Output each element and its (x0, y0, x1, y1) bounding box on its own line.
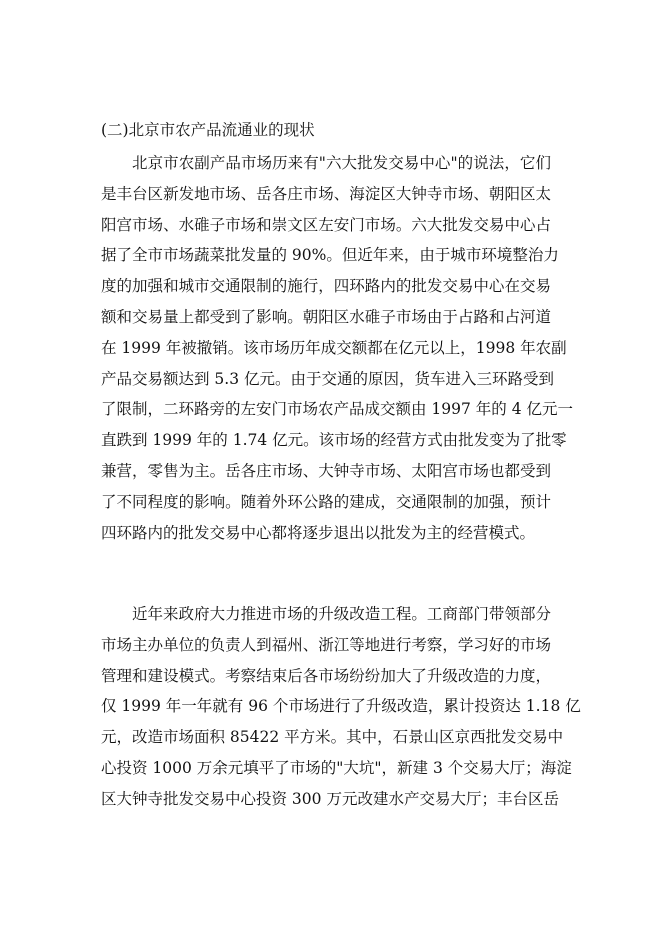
paragraph-market-upgrade (101, 599, 581, 815)
text-line: 产品交易额达到 5.3 亿元。由于交通的原因，货车进入三环路受到 (101, 369, 555, 388)
text-line: 区大钟寺批发交易中心投资 300 万元改建水产交易大厅；丰台区岳 (101, 789, 559, 808)
text-line: 四环路内的批发交易中心都将逐步退出以批发为主的经营模式。 (101, 523, 536, 542)
text-line: 据了全市市场蔬菜批发量的 90%。但近年来，由于城市环境整治力 (101, 246, 559, 265)
text-line: 度的加强和城市交通限制的施行，四环路内的批发交易中心在交易 (101, 277, 551, 296)
text-line: 兼营，零售为主。岳各庄市场、大钟寺市场、太阳宫市场也都受到 (101, 461, 551, 480)
text-line: 管理和建设模式。考察结束后各市场纷纷加大了升级改造的力度， (101, 666, 551, 685)
text-line: 在 1999 年被撤销。该市场历年成交额都在亿元以上，1998 年农副 (101, 338, 567, 357)
text-line: 阳宫市场、水碓子市场和崇文区左安门市场。六大批发交易中心占 (101, 215, 551, 234)
text-line: 仅 1999 年一年就有 96 个市场进行了升级改造，累计投资达 1.18 亿 (101, 697, 581, 716)
text-line: 是丰台区新发地市场、岳各庄市场、海淀区大钟寺市场、朝阳区太 (101, 184, 551, 203)
section-heading: (二)北京市农产品流通业的现状 (101, 121, 315, 139)
text-line: 了不同程度的影响。随着外环公路的建成，交通限制的加强，预计 (101, 492, 551, 511)
text-line: 近年来政府大力推进市场的升级改造工程。工商部门带领部分 (132, 605, 551, 623)
text-line: 元，改造市场面积 85422 平方米。其中，石景山区京西批发交易中 (101, 728, 564, 747)
text-line: 了限制，二环路旁的左安门市场农产品成交额由 1997 年的 4 亿元一 (101, 400, 574, 419)
text-line: 北京市农副产品市场历来有"六大批发交易中心"的说法，它们 (132, 154, 551, 172)
text-line: 心投资 1000 万余元填平了市场的"大坑"，新建 3 个交易大厅；海淀 (101, 758, 572, 777)
text-line: 直跌到 1999 年的 1.74 亿元。该市场的经营方式由批发变为了批零 (101, 431, 567, 450)
text-line: 市场主办单位的负责人到福州、浙江等地进行考察，学习好的市场 (101, 635, 551, 654)
paragraph-market-history (101, 148, 574, 548)
text-line: 额和交易量上都受到了影响。朝阳区水碓子市场由于占路和占河道 (101, 307, 551, 326)
